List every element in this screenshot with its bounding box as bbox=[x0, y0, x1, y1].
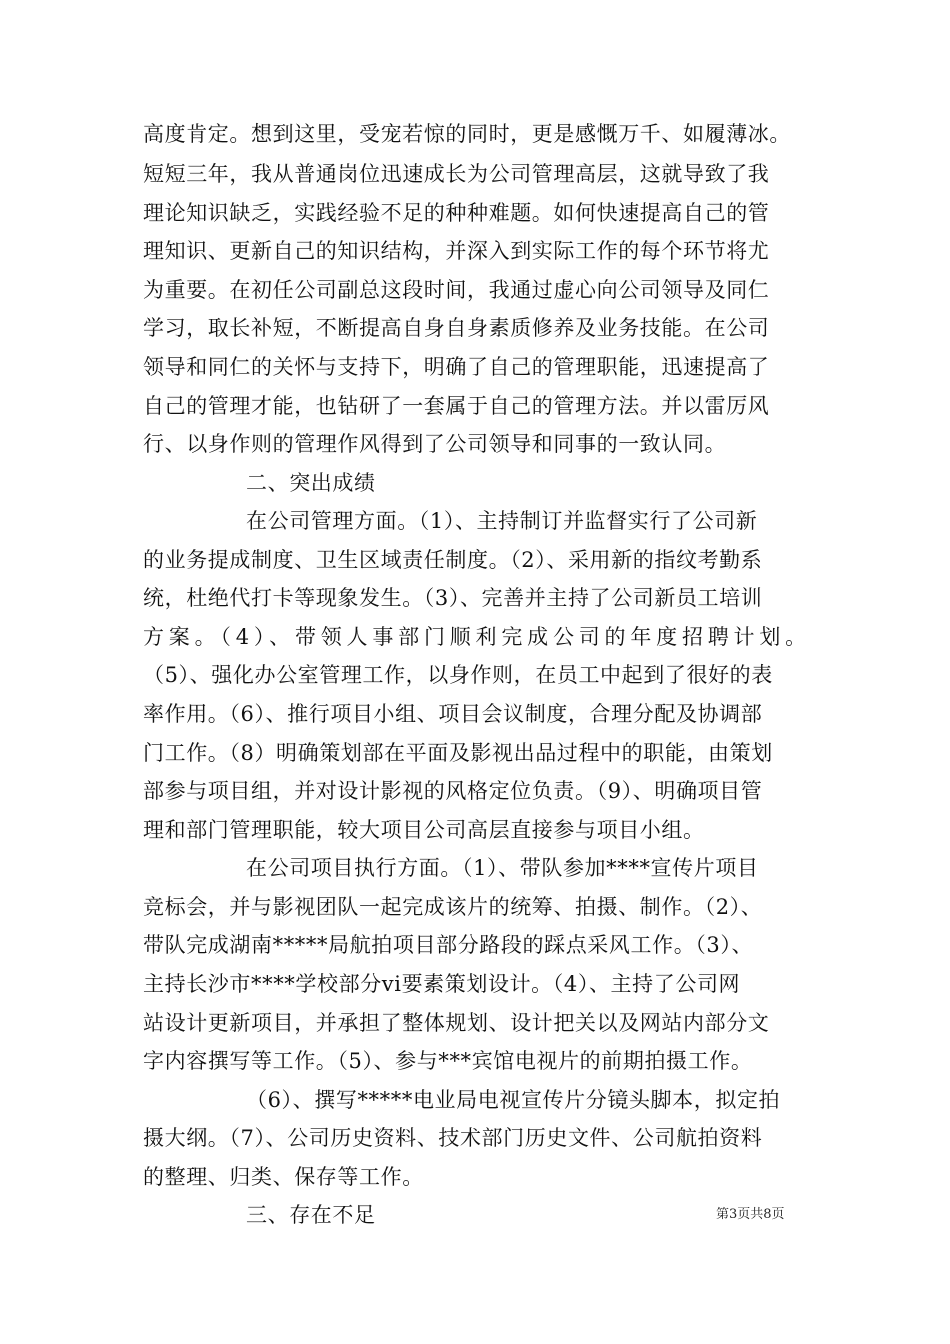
text-line: 理和部门管理职能，较大项目公司高层直接参与项目小组。 bbox=[143, 818, 705, 842]
text-line: 统，杜绝代打卡等现象发生。（3）、完善并主持了公司新员工培训 bbox=[143, 586, 763, 610]
text-line: 高度肯定。想到这里，受宠若惊的同时，更是感慨万千、如履薄冰。 bbox=[143, 122, 791, 146]
text-line: 自己的管理才能，也钻研了一套属于自己的管理方法。并以雷厉风 bbox=[143, 394, 770, 418]
text-line: 部参与项目组，并对设计影视的风格定位负责。（9）、明确项目管 bbox=[143, 779, 763, 803]
text-line: 为重要。在初任公司副总这段时间，我通过虚心向公司领导及同仁 bbox=[143, 278, 770, 302]
text-line: 门工作。（8）明确策划部在平面及影视出品过程中的职能，由策划 bbox=[143, 741, 773, 765]
text-line: 理知识、更新自己的知识结构，并深入到实际工作的每个环节将尤 bbox=[143, 239, 770, 263]
text-line: 行、以身作则的管理作风得到了公司领导和同事的一致认同。 bbox=[143, 432, 727, 456]
text-line: 的整理、归类、保存等工作。 bbox=[143, 1165, 424, 1189]
text-line: 率作用。（6）、推行项目小组、项目会议制度，合理分配及协调部 bbox=[143, 702, 763, 726]
text-line: 理论知识缺乏，实践经验不足的种种难题。如何快速提高自己的管 bbox=[143, 201, 770, 225]
text-line: 站设计更新项目，并承担了整体规划、设计把关以及网站内部分文 bbox=[143, 1011, 770, 1035]
page-number-footer: 第3页共8页 bbox=[716, 1207, 785, 1222]
section-heading: 三、存在不足 bbox=[246, 1203, 376, 1227]
text-line: （5）、强化办公室管理工作，以身作则，在员工中起到了很好的表 bbox=[143, 663, 773, 687]
text-line: （6）、撰写*****电业局电视宣传片分镜头脚本，拟定拍 bbox=[246, 1088, 781, 1112]
text-line: 摄大纲。（7）、公司历史资料、技术部门历史文件、公司航拍资料 bbox=[143, 1126, 763, 1150]
text-line: 的业务提成制度、卫生区域责任制度。（2）、采用新的指纹考勤系 bbox=[143, 548, 763, 572]
text-line: 在公司管理方面。（1）、主持制订并监督实行了公司新 bbox=[246, 509, 758, 533]
text-line: 字内容撰写等工作。（5）、参与***宾馆电视片的前期拍摄工作。 bbox=[143, 1049, 753, 1073]
section-heading: 二、突出成绩 bbox=[246, 471, 376, 495]
text-line: 短短三年，我从普通岗位迅速成长为公司管理高层，这就导致了我 bbox=[143, 162, 770, 186]
text-line: 主持长沙市****学校部分vi要素策划设计。（4）、主持了公司网 bbox=[143, 972, 741, 996]
text-line: 方案。（4）、带领人事部门顺利完成公司的年度招聘计划。 bbox=[143, 625, 811, 649]
text-line: 学习，取长补短，不断提高自身自身素质修养及业务技能。在公司 bbox=[143, 316, 770, 340]
text-line: 领导和同仁的关怀与支持下，明确了自己的管理职能，迅速提高了 bbox=[143, 355, 770, 379]
text-line: 带队完成湖南*****局航拍项目部分路段的踩点采风工作。（3）、 bbox=[143, 933, 754, 957]
text-line: 在公司项目执行方面。（1）、带队参加****宣传片项目 bbox=[246, 856, 759, 880]
text-line: 竞标会，并与影视团队一起完成该片的统筹、拍摄、制作。（2）、 bbox=[143, 895, 763, 919]
